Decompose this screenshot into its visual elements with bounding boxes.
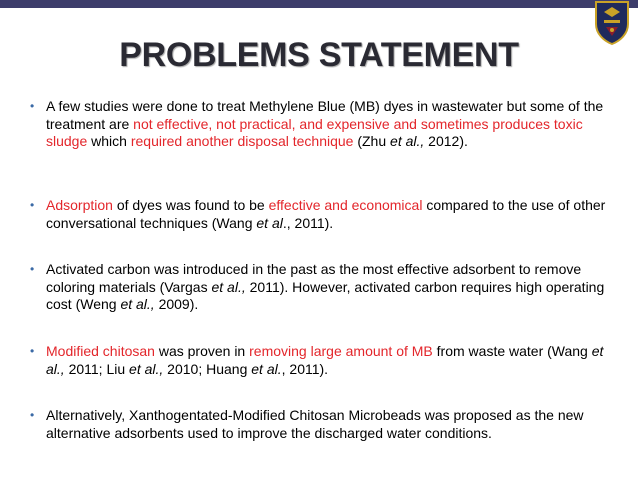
bullet-dot-icon: • [30,198,35,212]
bullet-item [30,197,620,232]
bullet-item [30,407,620,442]
bullet-text: Adsorption of dyes was found to be effective and economical compared to the use of other conversational techniques (Wang et al., 2011). [46,197,606,231]
bullet-dot-icon: • [30,99,35,113]
bullet-dot-icon: • [30,408,35,422]
bullet-dot-icon: • [30,262,35,276]
bullet-dot-icon: • [30,344,35,358]
bullet-item [30,343,620,378]
bullet-text: Alternatively, Xanthogentated-Modified Chitosan Microbeads was proposed as the new alternative adsorbents used to improve the discharged water conditions. [46,407,584,441]
bullet-text: Modified chitosan was proven in removing large amount of MB from waste water (Wang et al., 2011; Liu et al., 2010; Huang et al., 2011). [46,343,604,377]
top-accent-bar [0,0,638,8]
bullet-item [30,98,620,151]
bullet-text: A few studies were done to treat Methylene Blue (MB) dyes in wastewater but some of the treatment are not effective, not practical, and expensive and sometimes produces toxic sludge which required another disposal technique (Zhu et al., 2012). [46,98,604,149]
bullet-item [30,261,620,314]
slide-title: PROBLEMS STATEMENT [119,36,519,74]
bullet-text: Activated carbon was introduced in the past as the most effective adsorbent to remove coloring materials (Vargas et al., 2011). However, activated carbon requires high operating cost (Weng et al., 2009). [46,261,605,312]
